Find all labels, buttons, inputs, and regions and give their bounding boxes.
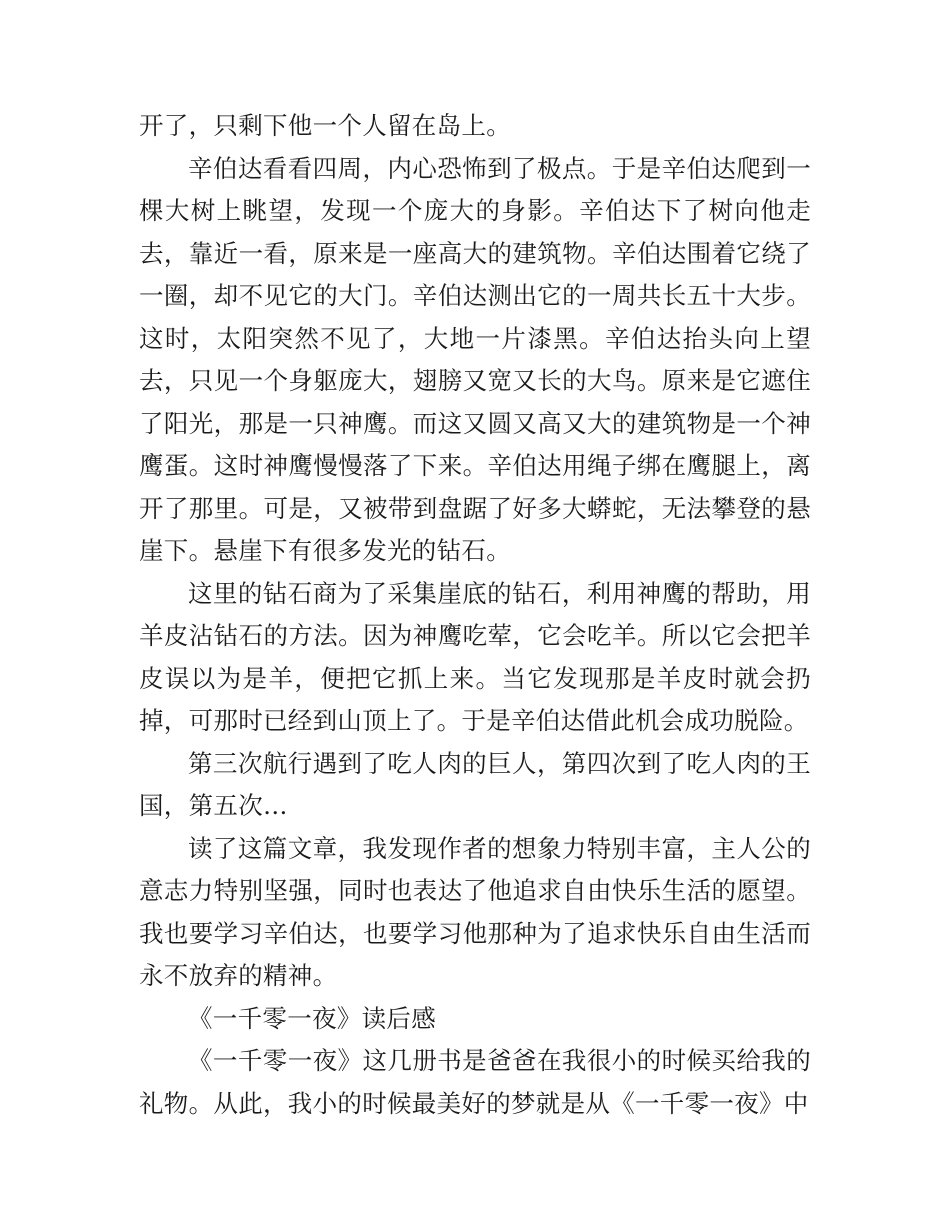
document-page: [139, 105, 811, 1125]
paragraph-4: 第三次航行遇到了吃人肉的巨人，第四次到了吃人肉的王国，第五次…: [139, 748, 811, 820]
paragraph-2: 辛伯达看看四周，内心恐怖到了极点。于是辛伯达爬到一棵大树上眺望，发现一个庞大的身影。辛伯达下了树向他走去，靠近一看，原来是一座高大的建筑物。辛伯达围着它绕了一圈，却不见它的大门。辛伯达测出它的一周共长五十大步。这时，太阳突然不见了，大地一片漆黑。辛伯达抬头向上望去，只见一个身躯庞大，翅膀又宽又长的大鸟。原来是它遮住了阳光，那是一只神鹰。而这又圆又高又大的建筑物是一个神鹰蛋。这时神鹰慢慢落了下来。辛伯达用绳子绑在鹰腿上，离开了那里。可是，又被带到盘踞了好多大蟒蛇，无法攀登的悬崖下。悬崖下有很多发光的钻石。: [139, 153, 811, 565]
paragraph-3: 这里的钻石商为了采集崖底的钻石，利用神鹰的帮助，用羊皮沾钻石的方法。因为神鹰吃荤，它会吃羊。所以它会把羊皮误以为是羊，便把它抓上来。当它发现那是羊皮时就会扔掉，可那时已经到山顶上了。于是辛伯达借此机会成功脱险。: [139, 578, 811, 735]
paragraph-7: 《一千零一夜》这几册书是爸爸在我很小的时候买给我的礼物。从此，我小的时候最美好的梦就是从《一千零一夜》中: [139, 1046, 811, 1118]
paragraph-1: 开了，只剩下他一个人留在岛上。: [139, 111, 511, 140]
paragraph-5: 读了这篇文章，我发现作者的想象力特别丰富，主人公的意志力特别坚强，同时也表达了他追求自由快乐生活的愿望。我也要学习辛伯达，也要学习他那种为了追求快乐自由生活而永不放弃的精神。: [139, 833, 811, 990]
section-title: 《一千零一夜》读后感: [188, 1003, 436, 1033]
